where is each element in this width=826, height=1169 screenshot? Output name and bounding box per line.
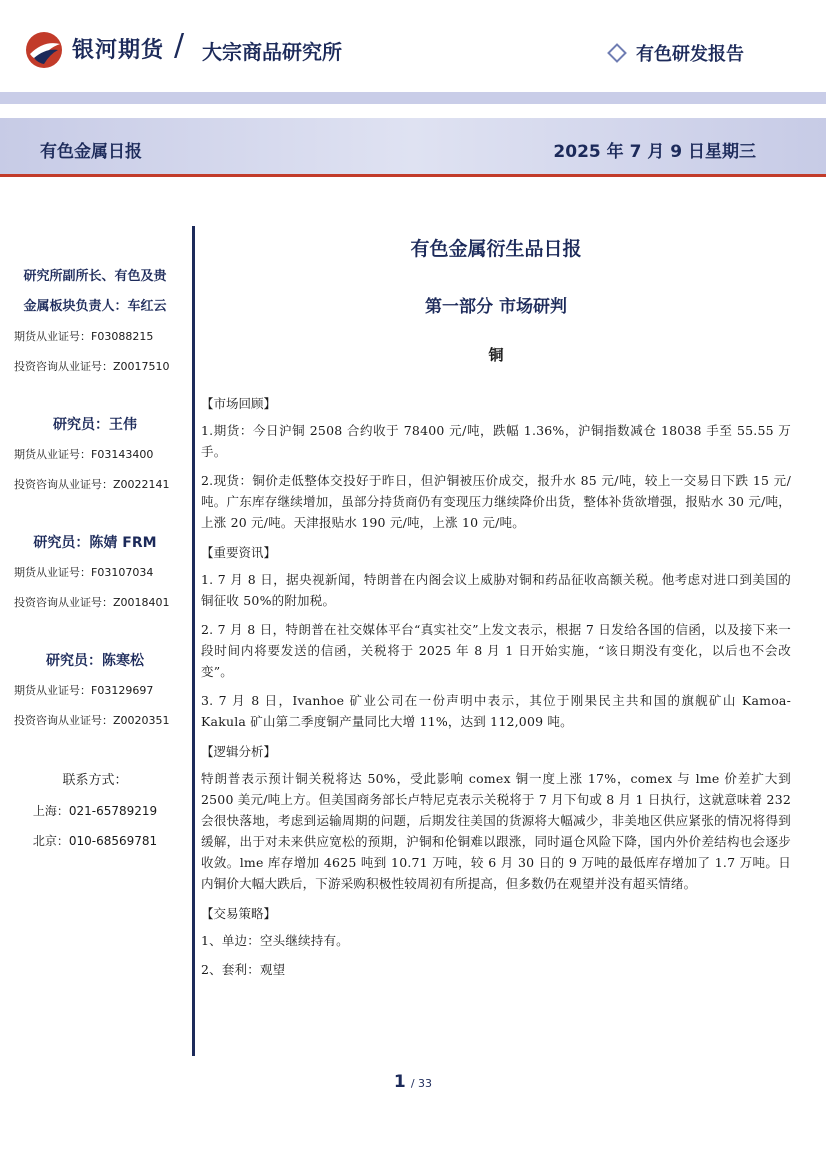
title-band-red-line	[0, 174, 826, 177]
diamond-icon	[607, 43, 627, 63]
paragraph-news-2: 2. 7 月 8 日，特朗普在社交媒体平台“真实社交”上发文表示，根据 7 日发给各国的信函，以及接下来一段时间内将要发送的信函，关税将于 2025 年 8 月 1 日开始实施，“该日期没有变化，以后也不会改变”。	[201, 622, 791, 679]
paragraph-futures: 1.期货：今日沪铜 2508 合约收于 78400 元/吨，跌幅 1.36%，沪铜指数减仓 18038 手至 55.55 万手。	[201, 423, 791, 459]
contact-beijing: 北京：010-68569781	[32, 834, 158, 848]
report-date: 2025 年 7 月 9 日星期三	[553, 142, 756, 162]
header-divider-bar	[0, 92, 826, 104]
brand-separator: /	[174, 28, 185, 63]
paragraph-analysis: 特朗普表示预计铜关税将达 50%，受此影响 comex 铜一度上涨 17%，comex 与 lme 价差扩大到 2500 美元/吨上方。但美国商务部长卢特尼克表示关税将于 7 月下旬或 8 月 1 日执行，这就意味着 232 会很快落地，考虑到运输周期的问题，后期发往美国的货源将大幅减少，非美地区供应紧张的情况将得到缓解，出于对未来供应宽松的预期，沪铜和伦铜难以跟涨，同时逼仓风险下降，国内外价差结构也会逐步收敛。lme 库存增加 4625 吨到 10.71 万吨，较 6 月 30 日的 9 万吨的最低库存增加了 1.7 万吨。日内铜价大幅大跌后，下游采购积极性较周初有所提高，但多数仍在观望并没有超买情绪。	[201, 771, 791, 891]
daily-name: 有色金属日报	[40, 142, 142, 162]
researcher-2-name: 研究员：陈婧 FRM	[33, 535, 157, 551]
column-divider	[192, 226, 195, 1056]
report-title: 有色金属衍生品日报	[410, 238, 582, 260]
metal-heading: 铜	[488, 346, 504, 364]
researcher-3-advisory-license: 投资咨询从业证号：Z0020351	[14, 714, 170, 727]
part-heading: 第一部分 市场研判	[425, 297, 567, 317]
researcher-2-advisory-license: 投资咨询从业证号：Z0018401	[14, 596, 170, 609]
page-current: 1	[393, 1072, 406, 1092]
brand-name: 银河期货	[72, 38, 165, 63]
paragraph-spot: 2.现货：铜价走低整体交投好于昨日，但沪铜被压价成交，报升水 85 元/吨，较上一交易日下跌 15 元/吨。广东库存继续增加，虽部分持货商仍有变现压力继续降价出货，整体补货欲增强，报贴水 30 元/吨，上涨 20 元/吨。天津报贴水 190 元/吨，上涨 10 元/吨。	[201, 473, 791, 530]
contact-title: 联系方式：	[62, 773, 128, 788]
section-logic-analysis: 【逻辑分析】	[201, 744, 277, 759]
researcher-2-futures-license: 期货从业证号：F03107034	[14, 566, 154, 579]
researcher-1-name: 研究员：王伟	[53, 417, 137, 433]
section-market-review: 【市场回顾】	[201, 396, 277, 411]
section-trading-strategy: 【交易策略】	[201, 906, 277, 921]
lead-futures-license: 期货从业证号：F03088215	[14, 330, 154, 343]
paragraph-strategy-single: 1、单边：空头继续持有。	[201, 933, 349, 948]
researcher-3-futures-license: 期货从业证号：F03129697	[14, 684, 154, 697]
report-header	[0, 0, 826, 92]
report-body	[201, 226, 791, 988]
galaxy-logo-icon	[24, 30, 64, 70]
lead-advisory-license: 投资咨询从业证号：Z0017510	[14, 360, 170, 373]
researcher-1-futures-license: 期货从业证号：F03143400	[14, 448, 154, 461]
researcher-3-name: 研究员：陈寒松	[46, 653, 144, 669]
report-type: 有色研发报告	[636, 44, 744, 65]
paragraph-news-3: 3. 7 月 8 日，Ivanhoe 矿业公司在一份声明中表示，其位于刚果民主共和国的旗舰矿山 Kamoa-Kakula 矿山第二季度铜产量同比大增 11%，达到 112,009 吨。	[201, 693, 791, 729]
institute-name: 大宗商品研究所	[202, 40, 342, 64]
lead-title-line-1: 研究所副所长、有色及贵	[23, 269, 167, 284]
lead-title-line-2: 金属板块负责人：车红云	[23, 299, 167, 314]
report-type-block	[610, 40, 744, 66]
researcher-1-advisory-license: 投资咨询从业证号：Z0022141	[14, 478, 170, 491]
author-sidebar	[0, 262, 190, 856]
contact-shanghai: 上海：021-65789219	[32, 804, 158, 818]
paragraph-news-1: 1. 7 月 8 日，据央视新闻，特朗普在内阁会议上威胁对铜和药品征收高额关税。他考虑对进口到美国的铜征收 50%的附加税。	[201, 572, 791, 608]
page-number	[0, 1072, 826, 1092]
section-key-news: 【重要资讯】	[201, 545, 277, 560]
page-total: / 33	[410, 1077, 433, 1090]
paragraph-strategy-arbitrage: 2、套利：观望	[201, 962, 286, 977]
